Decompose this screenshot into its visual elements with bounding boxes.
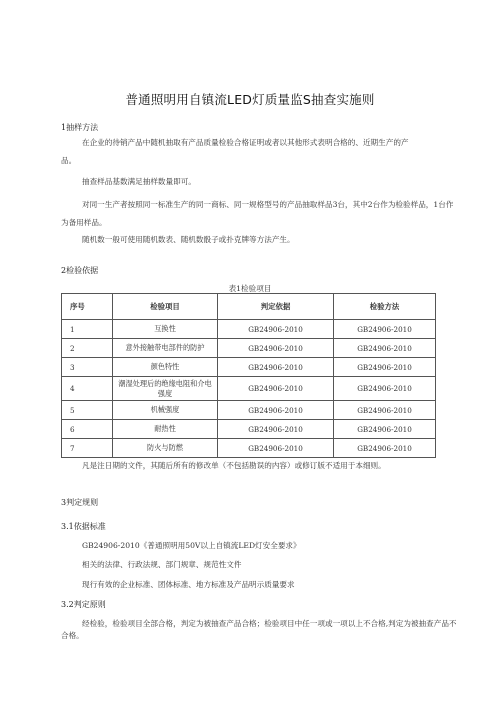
table-caption: 表1检验项目 [228, 284, 272, 293]
header-method: 检验方法 [334, 294, 436, 320]
cell-basis: GB24906-2010 [218, 339, 334, 358]
header-serial: 序号 [62, 294, 113, 320]
header-basis: 判定依据 [218, 294, 334, 320]
table-row [62, 377, 436, 401]
section-1-heading: 1抽样方法 [61, 123, 99, 132]
cell-item: 机械强度 [113, 401, 218, 420]
cell-method: GB24906-2010 [334, 320, 436, 339]
inspection-items-table [61, 293, 436, 458]
cell-item: 耐热性 [113, 420, 218, 439]
cell-basis: GB24906-2010 [218, 320, 334, 339]
table-row [62, 420, 436, 439]
cell-serial: 7 [62, 439, 113, 458]
cell-item: 颜色特性 [113, 358, 218, 377]
judgement-principle-text: 经检验，检验项目全部合格，判定为被抽查产品合格；检验项目中任一项或一项以上不合格,判定为被抽查产品不合格。 [61, 619, 457, 640]
section-1-paragraph-1-line-1: 在企业的待销产品中随机抽取有产品质量检验合格证明或者以其他形式表明合格的、近期生产的产 [82, 138, 409, 147]
cell-method: GB24906-2010 [334, 401, 436, 420]
cell-basis: GB24906-2010 [218, 439, 334, 458]
section-1-paragraph-1-line-2: 品。 [61, 156, 77, 165]
cell-serial: 4 [62, 377, 113, 401]
standard-item: GB24906-2010《普通照明用50V以上自镇流LED灯安全要求》 [82, 541, 301, 550]
cell-item: 潮湿处理后的绝缘电阻和介电强度 [113, 377, 218, 401]
cell-method: GB24906-2010 [334, 439, 436, 458]
section-2-heading: 2检验依据 [61, 266, 99, 275]
cell-serial: 3 [62, 358, 113, 377]
cell-serial: 5 [62, 401, 113, 420]
table-row [62, 358, 436, 377]
section-1-paragraph-3: 对同一生产者按照同一标准生产的同一商标、同一规格型号的产品抽取样品3台，其中2台作为检验样品，1台作为备用样品。 [61, 200, 454, 227]
document-title: 普通照明用自镇流LED灯质量监S抽查实施则 [125, 92, 375, 107]
section-3-heading: 3判定规则 [61, 498, 99, 507]
header-item: 检验项目 [113, 294, 218, 320]
section-1-paragraph-2: 抽查样品基数满足抽样数量即可。 [82, 177, 196, 186]
cell-serial: 1 [62, 320, 113, 339]
table-note: 凡是注日期的文件，其随后所有的修改单（不包括勘误的内容）或修订版不适用于本细则。 [82, 461, 386, 470]
table-row [62, 339, 436, 358]
table-row [62, 401, 436, 420]
table-row [62, 439, 436, 458]
table-row [62, 320, 436, 339]
cell-item: 互换性 [113, 320, 218, 339]
cell-item: 意外接触带电部件的防护 [113, 339, 218, 358]
cell-method: GB24906-2010 [334, 377, 436, 401]
section-1-paragraph-4: 随机数一般可使用随机数表、随机数骰子或扑克牌等方法产生。 [82, 235, 295, 244]
cell-method: GB24906-2010 [334, 339, 436, 358]
cell-basis: GB24906-2010 [218, 358, 334, 377]
table-header-row [62, 294, 436, 320]
standard-item: 现行有效的企业标准、团体标准、地方标准及产品明示质量要求 [82, 580, 295, 589]
subsection-3-2-heading: 3.2判定原则 [61, 600, 106, 609]
cell-basis: GB24906-2010 [218, 377, 334, 401]
standard-item: 相关的法律、行政法规、部门规章、规范性文件 [82, 560, 242, 569]
cell-method: GB24906-2010 [334, 358, 436, 377]
cell-serial: 2 [62, 339, 113, 358]
subsection-3-1-heading: 3.1依据标准 [61, 522, 106, 531]
cell-serial: 6 [62, 420, 113, 439]
cell-basis: GB24906-2010 [218, 420, 334, 439]
cell-item: 防火与防燃 [113, 439, 218, 458]
cell-method: GB24906-2010 [334, 420, 436, 439]
cell-basis: GB24906-2010 [218, 401, 334, 420]
